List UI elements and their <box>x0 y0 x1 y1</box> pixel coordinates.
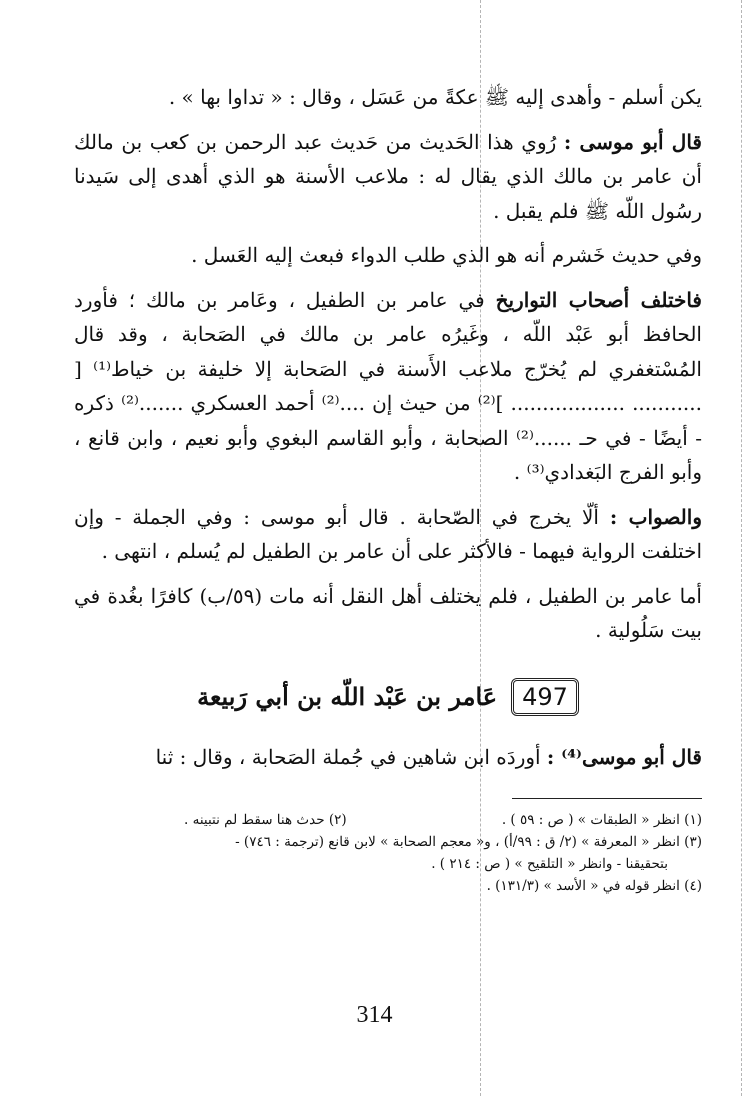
footnote-3: (٣) انظر « المعرفة » (٢/ ق : ٩٩/أ) ، و« معجم الصحابة » لابن قانع (ترجمة : ٧٤٦) - <box>235 834 702 850</box>
entry-heading <box>74 678 702 716</box>
paragraph-1 <box>74 80 702 115</box>
page-number: 314 <box>356 1002 393 1028</box>
footnote-3-continued: بتحقيقنا - وانظر « التلقيح » ( ص : ٢١٤ ) . <box>431 856 668 872</box>
paragraph-4 <box>74 283 702 490</box>
footnotes <box>74 809 702 897</box>
edge-rule-right <box>741 0 742 1096</box>
footnote-row-1-2 <box>74 809 702 831</box>
paragraph-final <box>74 740 702 775</box>
paragraph-final-text: أوردَه ابن شاهين في جُملة الصَحابة ، وقال : ثنا <box>155 744 547 769</box>
paragraph-2-text: رُوي هذا الحَديث من حَديث عبد الرحمن بن كعب بن مالك أن عامر بن مالك الذي يقال له : ملاعب الأسنة هو الذي أهدى إلى سَيدنا رسُول اللّه ﷺ فلم يقبل . <box>74 129 702 223</box>
paragraph-final-lead: قال أبو موسى⁽⁴⁾ : <box>546 744 702 769</box>
entry-number-box: 497 <box>511 678 579 716</box>
paragraph-5 <box>74 500 702 569</box>
paragraph-4-lead: فاختلف أصحاب التواريخ <box>495 287 702 312</box>
paragraph-2 <box>74 125 702 229</box>
footnote-2: (٢) حدث هنا سقط لم نتبينه . <box>184 812 347 828</box>
footnote-1: (١) انظر « الطبقات » ( ص : ٥٩ ) . <box>501 812 702 828</box>
paragraph-5-lead: والصواب : <box>609 504 702 529</box>
paragraph-3 <box>74 238 702 273</box>
book-page-body <box>74 80 702 897</box>
entry-title: عَامر بن عَبْد اللّه بن أبي رَبيعة <box>197 682 498 711</box>
paragraph-6 <box>74 579 702 648</box>
paragraph-1-text: يكن أسلم - وأهدى إليه ﷺ عكةً من عَسَل ، وقال : « تداوا بها » . <box>168 85 702 109</box>
footnote-4: (٤) انظر قوله في « الأسد » (١٣١/٣) . <box>486 878 702 894</box>
footnote-separator <box>512 798 702 799</box>
paragraph-2-lead: قال أبو موسى : <box>563 129 702 154</box>
paragraph-6-text: أما عامر بن الطفيل ، فلم يختلف أهل النقل أنه مات (٥٩/ب) كافرًا بغُدة في بيت سَلُولية . <box>74 583 702 642</box>
paragraph-3-text: وفي حديث خَشرم أنه هو الذي طلب الدواء فبعث إليه العَسل . <box>191 243 702 267</box>
paragraph-4-text: في عامر بن الطفيل ، وعَامر بن مالك ؛ فأورد الحافظ أبو عَبْد اللّه ، وغَيرُه عامر بن مالك في الصَحابة ، وقد قال المُسْتغفري لم يُخرّج ملاعب الأَسنة في الصَحابة إلا خليفة بن خياط⁽¹⁾ [ ........... .................. ]⁽²⁾ من حيث إن ....⁽²⁾ أحمد العسكري .......⁽²⁾ ذكره - أيضًا - في حـ ......⁽²⁾ الصحابة ، وأبو القاسم البغوي وأبو نعيم ، وابن قانع ، وأبو الفرج البَغدادي⁽³⁾ . <box>74 287 703 484</box>
paragraph-5-text: ألّا يخرج في الصّحابة . قال أبو موسى : وفي الجملة - وإن اختلفت الرواية فيهما - فالأكثر على أن عامر بن الطفيل لم يُسلم ، انتهى . <box>74 504 702 563</box>
